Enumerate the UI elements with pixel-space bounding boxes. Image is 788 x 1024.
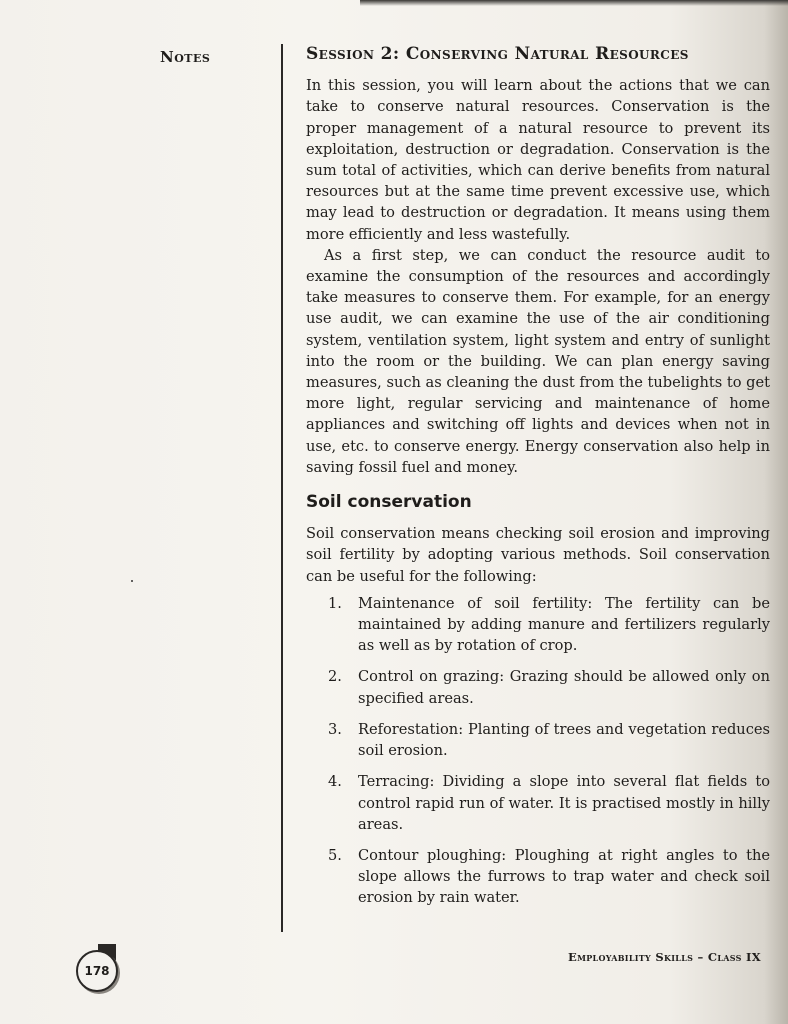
list-text: Reforestation: Planting of trees and vegetation reduces soil erosion. (358, 720, 770, 760)
list-number: 4. (328, 773, 342, 791)
soil-conservation-heading: Soil conservation (306, 492, 472, 513)
list-text: Control on grazing: Grazing should be allowed only on specified areas. (358, 668, 770, 707)
list-item (306, 771, 770, 835)
list-item (306, 593, 770, 657)
list-item (306, 719, 770, 761)
margin-divider (281, 44, 283, 932)
list-number: 2. (328, 668, 342, 686)
list-item (306, 666, 770, 708)
list-text: Terracing: Dividing a slope into several flat fields to control rapid run of water. It is practised mostly in hilly areas. (358, 773, 770, 833)
page-speck (131, 580, 133, 582)
paragraph-audit: As a first step, we can conduct the resource audit to examine the consumption of the resources and accordingly take measures to conserve them. For example, for an energy use audit, we can examine the use of the air conditioning system, ventilation system, light system and entry of sunlight into the room or the building. We can plan energy saving measures, such as cleaning the dust from the tubelights to get more light, regular servicing and maintenance of home appliances and switching off lights and devices when not in use, etc. to conserve energy. Energy conservation also help in saving fossil fuel and money. (306, 246, 770, 476)
session-title: Session 2: Conserving Natural Resources (306, 44, 689, 64)
list-text: Contour ploughing: Ploughing at right angles to the slope allows the furrows to trap water and check soil erosion by rain water. (358, 846, 770, 907)
footer-title: Employability Skills – Class IX (568, 950, 761, 964)
paragraph-intro: In this session, you will learn about the actions that we can take to conserve natural resources. Conservation is the proper management of a natural resource to prevent its exploitation, destruction or degradation. Conservation is the sum total of activities, which can derive benefits from natural resources but at the same time prevent excessive use, which may lead to destruction or degradation. It means using them more efficiently and less wastefully. (306, 77, 770, 243)
page-top-shadow (360, 0, 788, 6)
list-text: Maintenance of soil fertility: The fertility can be maintained by adding manure and fertilizers regularly as well as by rotation of crop. (358, 594, 770, 655)
page-number: 178 (76, 950, 118, 992)
list-item (306, 845, 770, 909)
soil-list (306, 593, 770, 909)
main-content (306, 44, 770, 919)
list-number: 3. (328, 720, 342, 738)
notes-label: Notes (160, 48, 211, 66)
list-number: 5. (328, 846, 342, 864)
list-number: 1. (328, 594, 342, 612)
soil-intro: Soil conservation means checking soil erosion and improving soil fertility by adopting various methods. Soil conservation can be useful for the following: (306, 525, 770, 585)
